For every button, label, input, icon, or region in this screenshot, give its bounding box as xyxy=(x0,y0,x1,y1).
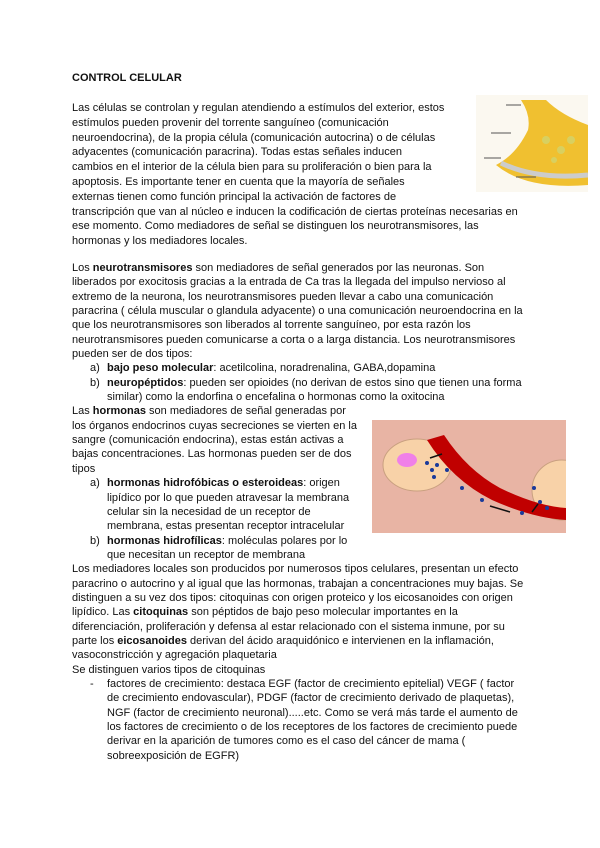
text-line xyxy=(72,333,523,347)
text-line xyxy=(72,347,523,361)
text-segment: NGF (factor de crecimiento neuronal).....etc. Como se verá más tarde el aumento de xyxy=(107,706,518,719)
text-line xyxy=(72,648,523,662)
text-segment: Los xyxy=(72,262,93,274)
text-segment: paracrino o autocrino y al igual que las hormonas, trabajan a concentraciones muy bajas. Se xyxy=(72,577,524,590)
text-segment: distinguen a su vez dos tipos: citoquinas con origen proteico y los eicosanoides con origen xyxy=(72,591,513,604)
text-line xyxy=(72,234,518,249)
text-line xyxy=(72,116,518,131)
text-segment: adyacentes (comunicación paracrina). Todas estas señales inducen xyxy=(72,146,402,159)
text-segment: son mediadores de señal generadas por xyxy=(145,405,346,418)
list-marker: a) xyxy=(90,477,100,490)
text-segment: factores de crecimiento: destaca EGF (factor de crecimiento epitelial) VEGF ( factor xyxy=(107,677,515,690)
text-line xyxy=(72,749,523,763)
text-line xyxy=(72,275,523,289)
text-line xyxy=(72,205,518,220)
list-marker: b) xyxy=(90,376,100,389)
text-segment: externas tienen como función principal la activación de factores de xyxy=(72,190,397,203)
text-line xyxy=(72,677,523,691)
text-line xyxy=(72,219,518,234)
text-segment: Se distinguen varios tipos de citoquinas xyxy=(72,663,266,676)
text-segment: neuroendocrina), de la propia célula (comunicación autocrina) o de células xyxy=(72,131,436,144)
list-marker: - xyxy=(90,677,94,690)
bold-term: hormonas xyxy=(92,405,146,418)
neuron-synapse-figure xyxy=(476,95,588,192)
text-line xyxy=(72,734,523,748)
text-line xyxy=(72,562,523,576)
text-segment: tipos xyxy=(72,462,96,475)
text-segment: neurotransmisores pueden comunicarse a corta o a larga distancia. Los neurotransmisores xyxy=(72,333,516,346)
endocrine-communication-figure xyxy=(372,420,566,533)
text-segment: que los neurotransmisores son liberados al torrente sanguíneo, por esta razón los xyxy=(72,319,471,332)
text-segment: transcripción que van al núcleo e inducen la codificación de ciertas proteínas necesarias en xyxy=(72,205,518,218)
text-segment: vasoconstricción y agregación plaquetaria xyxy=(72,649,277,662)
text-line xyxy=(72,145,518,160)
text-segment: sobreexposición de EGFR) xyxy=(107,749,240,762)
text-segment: parte los xyxy=(72,634,118,647)
text-segment: Las células se controlan y regulan atendiendo a estímulos del exterior, estos xyxy=(72,102,445,114)
text-line xyxy=(72,534,523,548)
text-segment: liberados por exocitosis gracias a la entrada de Ca tras la llegada del impulso nervioso al xyxy=(72,276,506,289)
text-segment: Los mediadores locales son producidos por numerosos tipos celulares, presentan un efecto xyxy=(72,563,519,576)
text-segment: Las xyxy=(72,405,93,418)
text-line xyxy=(72,548,523,562)
text-segment: apoptosis. Es importante tener en cuenta que la mayoría de señales xyxy=(72,175,405,188)
bold-term: hormonas hidrofílicas xyxy=(107,534,222,547)
bold-term: hormonas hidrofóbicas o esteroideas xyxy=(107,477,304,490)
text-line xyxy=(72,577,523,591)
text-segment: los factores de crecimiento o de los receptores de los factores de crecimiento puede xyxy=(107,721,518,733)
text-segment: : moléculas polares por lo xyxy=(221,534,348,547)
text-line xyxy=(72,175,518,190)
text-segment: paracrina ( célula muscular o glandula adyacente) o una comunicación neuroendocrina en la xyxy=(72,305,523,318)
bold-term: eicosanoides xyxy=(117,634,187,647)
bold-term: bajo peso molecular xyxy=(107,362,214,375)
text-line xyxy=(72,620,523,634)
text-segment: sangre (comunicación endocrina), estas están activas a xyxy=(72,434,344,447)
text-segment: los órganos endocrinos cuyas secreciones se vierten en la xyxy=(72,419,357,432)
text-segment: estímulos pueden provenir del torrente sanguíneo (comunicación xyxy=(72,116,389,129)
text-segment: celular sin la necesidad de un receptor de xyxy=(107,505,311,518)
text-line xyxy=(72,160,518,175)
text-line xyxy=(72,663,523,677)
text-line xyxy=(72,131,518,146)
text-line xyxy=(72,404,523,418)
text-line xyxy=(72,304,523,318)
text-segment: : pueden ser opioides (no derivan de estos sino que tienen una forma xyxy=(183,376,522,389)
text-segment: hormonas y los mediadores locales. xyxy=(72,235,248,248)
text-segment: ese momento. Como mediadores de señal se distinguen los neurotransmisores, las xyxy=(72,220,479,233)
text-segment: diferenciación, proliferación y defensa al estar relacionado con el sistema inmune, por su xyxy=(72,620,505,633)
text-line xyxy=(72,261,523,275)
text-segment: lipídico por lo que pueden atravesar la membrana xyxy=(107,491,350,504)
text-segment: bajas concentraciones. Las hormonas pueden ser de dos xyxy=(72,448,352,461)
text-line xyxy=(72,101,518,116)
text-segment: cambios en el interior de la célula bien para su proliferación o bien para la xyxy=(72,161,432,174)
text-line xyxy=(72,706,523,720)
text-segment: de crecimiento endovascular), PDGF (factor de crecimiento derivado de plaquetas), xyxy=(107,692,515,705)
text-segment: son mediadores de señal generados por las neuronas. Son xyxy=(192,262,485,274)
text-line xyxy=(72,605,523,619)
text-segment: lipídico. Las xyxy=(72,606,134,619)
intro-paragraph xyxy=(72,101,518,249)
bold-term: neuropéptidos xyxy=(107,376,184,389)
text-line xyxy=(72,591,523,605)
text-segment: : origen xyxy=(303,477,340,490)
list-marker: a) xyxy=(90,362,100,375)
text-line xyxy=(72,361,523,375)
text-line xyxy=(72,376,523,390)
text-segment: similar) como la endorfina o encefalina o hormonas como la oxitocina xyxy=(107,391,445,404)
text-segment: derivar en la aparición de tumores como es el caso del cáncer de mama ( xyxy=(107,735,466,748)
text-line xyxy=(72,290,523,304)
text-segment: membrana, estas presentan receptor intracelular xyxy=(107,520,345,533)
text-segment: : acetilcolina, noradrenalina, GABA,dopamina xyxy=(213,362,436,375)
bold-term: citoquinas xyxy=(133,606,189,619)
text-segment: que necesitan un receptor de membrana xyxy=(107,548,306,561)
list-marker: b) xyxy=(90,534,100,547)
text-segment: extremo de la neurona, los neurotransmisores pueden llevar a cabo una comunicación xyxy=(72,290,494,303)
text-line xyxy=(72,190,518,205)
text-segment: son péptidos de bajo peso molecular importantes en la xyxy=(188,606,458,619)
text-line xyxy=(72,691,523,705)
bold-term: neurotransmisores xyxy=(92,262,193,274)
text-segment: derivan del ácido araquidónico e intervienen en la inflamación, xyxy=(186,634,494,647)
text-line xyxy=(72,390,523,404)
text-segment: pueden ser de dos tipos: xyxy=(72,348,193,361)
text-line xyxy=(72,634,523,648)
page-title: CONTROL CELULAR xyxy=(72,72,182,84)
text-line xyxy=(72,318,523,332)
text-line xyxy=(72,720,523,734)
